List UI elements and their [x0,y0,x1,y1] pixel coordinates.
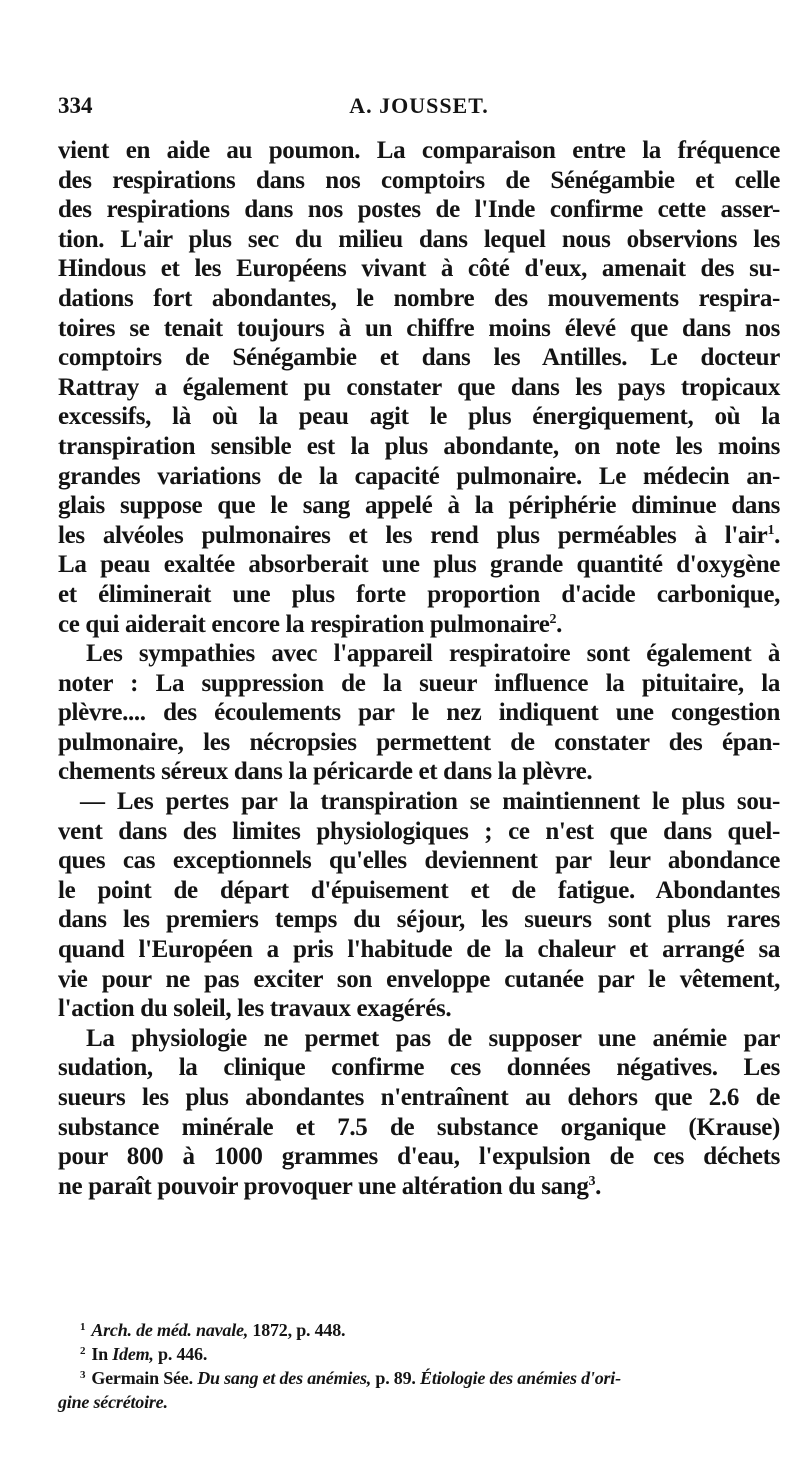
line-text: La physiologie ne permet pas de supposer une anémie par [86,1024,780,1052]
footnotes [58,1318,780,1414]
page-number: 334 [58,93,93,118]
line-tail: . [556,610,563,638]
text-line [58,491,780,521]
line-text: grandes variations de la capacité pulmonaire. Le médecin an- [58,462,780,490]
text-line [58,254,780,284]
line-text: dans les premiers temps du séjour, les sueurs sont plus rares [58,906,780,934]
line-text: pulmonaire, les nécropsies permettent de constater des épan- [58,728,780,756]
footnote [58,1342,780,1366]
line-tail: . [774,521,780,549]
line-text: le point de départ d'épuisement et de fatigue. Abondantes [58,876,780,904]
text-line [58,225,780,255]
text-line [58,1083,780,1113]
text-line [58,284,780,314]
line-text: ne paraît pouvoir provoquer une altération du sang [58,1172,589,1200]
text-line [58,905,780,935]
text-line [58,876,780,906]
line-text: ques cas exceptionnels qu'elles deviennent par leur abondance [58,847,780,875]
text-line [58,343,780,373]
text-line [58,402,780,432]
line-text: plèvre.... des écoulements par le nez indiquent une congestion [58,699,780,727]
line-text: sueurs les plus abondantes n'entraînent au dehors que 2.6 de [58,1084,780,1111]
line-text: vient en aide au poumon. La comparaison entre la fréquence [58,137,780,164]
text-line [58,1142,780,1172]
line-text: glais suppose que le sang appelé à la périphérie diminue dans [58,492,780,520]
text-line [58,965,780,995]
line-text: — Les pertes par la transpiration se maintiennent le plus sou- [80,788,780,816]
footnote-ref: 3 [588,1173,596,1189]
text-line [58,521,780,551]
footnote-ref: 2 [549,611,557,627]
line-text: noter : La suppression de la sueur influence la pituitaire, la [58,669,780,697]
line-text: substance minérale et 7.5 de substance organique (Krause) [58,1113,780,1141]
body-text [58,136,780,1201]
text-line [58,1053,780,1083]
line-text: dations fort abondantes, le nombre des mouvements respira- [58,284,780,312]
footnote-title: Arch. de méd. navale, [91,1320,249,1340]
line-text: des respirations dans nos postes de l'Inde confirme cette asser- [58,196,780,224]
text-line [58,639,780,669]
footnote-ref: 1 [767,522,775,538]
line-text: des respirations dans nos comptoirs de Sénégambie et celle [58,166,780,194]
line-text: Rattray a également pu constater que dans les pays tropicaux [58,373,780,401]
text-line [58,935,780,965]
text-line [58,373,780,403]
page-header [58,93,780,125]
text-line [58,580,780,610]
footnote [58,1318,780,1342]
footnote-pre: Germain Sée. [91,1368,198,1388]
text-line [58,787,780,817]
text-line [58,1172,780,1202]
footnote-title: Étiologie des anémies d'ori- [420,1368,621,1388]
footnote-mark: 3 [80,1369,86,1381]
line-text: vent dans des limites physiologiques ; ce n'est que dans quel- [58,817,780,845]
running-title: A. JOUSSET. [349,93,489,118]
line-text: Hindous et les Européens vivant à côté d'eux, amenait des su- [58,255,780,283]
footnote-title: Du sang et des anémies, [197,1368,372,1388]
line-text: toires se tenait toujours à un chiffre moins élevé que dans nos [58,314,780,342]
text-line [58,669,780,699]
text-line [58,610,780,640]
line-text: pour 800 à 1000 grammes d'eau, l'expulsion de ces déchets [58,1143,780,1171]
footnote-mark: 2 [80,1345,86,1357]
line-text: l'action du soleil, les travaux exagérés. [58,995,452,1023]
footnote-rest: 1872, p. 448. [248,1320,346,1340]
text-line [58,846,780,876]
footnote-rest: p. 446. [153,1344,208,1364]
line-text: vie pour ne pas exciter son enveloppe cutanée par le vêtement, [58,965,780,993]
line-text: ce qui aiderait encore la respiration pulmonaire [58,610,550,638]
text-line [58,1024,780,1054]
line-text: sudation, la clinique confirme ces données négatives. Les [58,1054,780,1082]
footnote-pre: In [91,1344,113,1364]
line-text: transpiration sensible est la plus abondante, on note les moins [58,432,780,460]
text-line [58,757,780,787]
line-text: quand l'Européen a pris l'habitude de la chaleur et arrangé sa [58,936,780,964]
text-line [58,166,780,196]
text-line [58,994,780,1024]
text-line [58,1113,780,1143]
text-line [58,462,780,492]
line-text: comptoirs de Sénégambie et dans les Antilles. Le docteur [58,344,780,372]
text-line [58,698,780,728]
line-text: chements séreux dans la péricarde et dans la plèvre. [58,758,593,786]
line-tail: . [595,1172,602,1200]
footnote-mark: 1 [80,1321,86,1333]
text-line [58,728,780,758]
text-line [58,136,780,166]
footnote-title: gine sécrétoire. [58,1392,168,1412]
line-text: tion. L'air plus sec du milieu dans lequel nous observions les [58,225,780,253]
line-text: et éliminerait une plus forte proportion d'acide carbonique, [58,580,780,608]
footnote [58,1366,780,1390]
text-line [58,314,780,344]
text-line [58,432,780,462]
line-text: La peau exaltée absorberait une plus grande quantité d'oxygène [58,551,780,579]
text-line [58,195,780,225]
footnote-title: Idem, [112,1344,154,1364]
text-line [58,550,780,580]
line-text: Les sympathies avec l'appareil respiratoire sont également à [86,640,780,668]
line-text: les alvéoles pulmonaires et les rend plus perméables à l'air [58,521,768,549]
text-line [58,817,780,847]
footnote-rest: p. 89. [371,1368,421,1388]
line-text: excessifs, là où la peau agit le plus énergiquement, où la [58,403,780,431]
footnote [58,1390,780,1414]
